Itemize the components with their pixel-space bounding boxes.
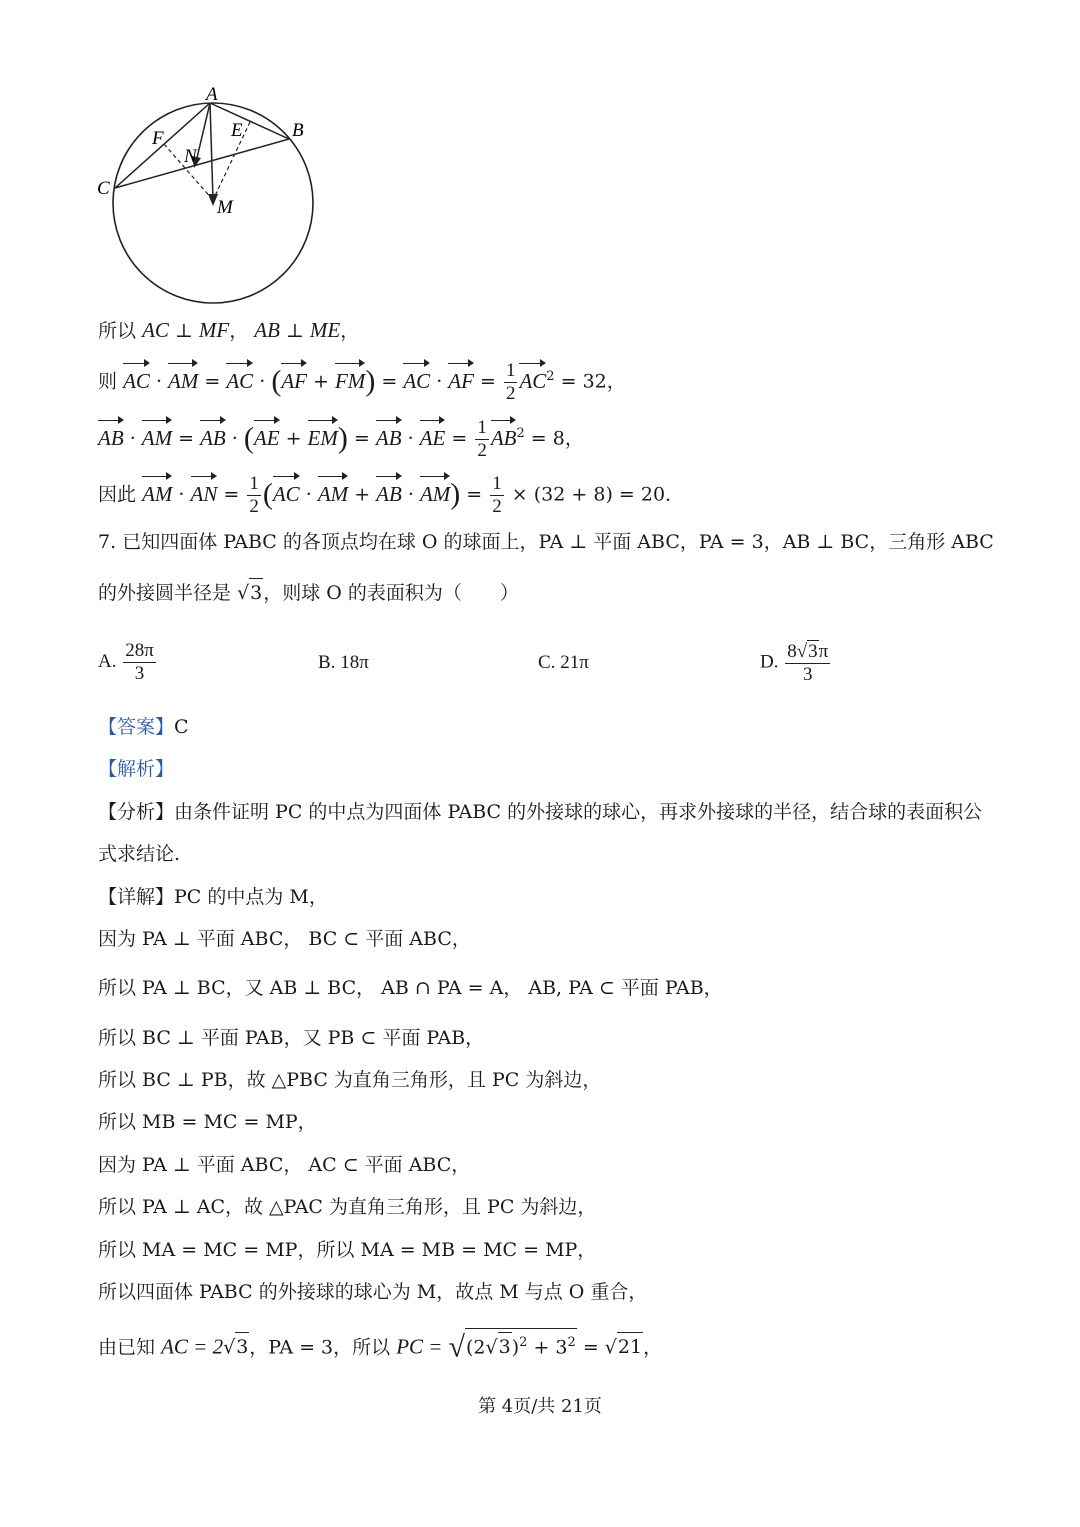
geometry-figure [92,82,332,312]
fraction-half: $\frac{1}{2}$ [492,473,502,517]
solution6-line4: 因此 AM · AN = $\frac{1}{2}$ (AC · AM + AB · AM) = $\frac{1}{2}$ × (32 + 8) = 20． [98,473,685,517]
fraction-half: $\frac{1}{2}$ [477,417,487,461]
segment-CB [115,139,289,188]
fenxi-line1: 【分析】由条件证明 PC 的中点为四面体 PABC 的外接球的球心，再求外接球的半径，结合球的表面积公 [98,801,983,823]
detail-line9: 所以四面体 PABC 的外接球的球心为 M，故点 M 与点 O 重合， [98,1281,648,1303]
vector-AM [210,103,213,200]
label-M: M [217,197,233,218]
fraction-half: $\frac{1}{2}$ [505,360,516,404]
fraction-half: $\frac{1}{2}$ [249,473,259,517]
detail-line2: 所以 PA ⊥ BC，又 AB ⊥ BC， AB ∩ PA = A， AB, PA ⊂ 平面 PAB， [98,977,723,999]
page-footer: 第 4页/共 21页 [478,1396,602,1417]
label-C: C [97,178,110,199]
label-A: A [206,84,218,105]
option-C[interactable]: C. 21π [538,652,589,673]
answer-tag: 【答案】 [98,716,175,738]
option-A[interactable]: A. $\frac{28\pi}{3}$ [98,640,154,684]
question7-stem-line2: 的外接圆半径是 √3，则球 O 的表面积为（ ） [98,578,519,607]
analysis-tag-line [98,755,174,783]
detail-line8: 所以 MA = MC = MP，所以 MA = MB = MC = MP， [98,1239,597,1261]
label-F: F [152,128,164,149]
segment-AB [210,103,289,139]
detail-line7: 所以 PA ⊥ AC，故 △PAC 为直角三角形，且 PC 为斜边， [98,1196,597,1218]
analysis-tag: 【解析】 [98,758,175,780]
detail-line5: 所以 MB = MC = MP， [98,1111,317,1133]
fenxi-line2: 式求结论. [98,843,181,865]
answer-line: 【答案】C [98,716,189,738]
detail-line1: 因为 PA ⊥ 平面 ABC， BC ⊂ 平面 ABC， [98,928,471,950]
option-A-fraction: $\frac{28\pi}{3}$ [125,640,154,684]
option-D[interactable]: D. $\frac{8√3\pi}{3}$ [760,641,829,685]
detail-line0: 【详解】PC 的中点为 M， [98,886,328,908]
question7-stem-line1: 7. 已知四面体 PABC 的各顶点均在球 O 的球面上，PA ⊥ 平面 ABC，PA = 3，AB ⊥ BC，三角形 ABC [98,531,994,553]
detail-line6: 因为 PA ⊥ 平面 ABC， AC ⊂ 平面 ABC， [98,1154,471,1176]
detail-line4: 所以 BC ⊥ PB，故 △PBC 为直角三角形，且 PC 为斜边， [98,1069,602,1091]
solution6-line3: AB · AM = AB · (AE + EM) = AB · AE = $\frac{1}{2}$ $AB^2 = 8$， [98,417,584,461]
label-E: E [231,120,243,141]
detail-last-line: 由已知 AC = 2√3，PA = 3，所以 PC = $√(2√3)^2 + 3^2 = √21$， [98,1328,662,1361]
solution6-line2: 则 AC · AM = AC · (AF + FM) = AC · AF = $\frac{1}{2}$ $AC^2 = 32$， [98,360,626,404]
option-D-fraction: $\frac{8√3\pi}{3}$ [787,641,829,685]
vector-AN [196,103,210,162]
label-N: N [184,146,197,167]
detail-line3: 所以 BC ⊥ 平面 PAB，又 PB ⊂ 平面 PAB， [98,1027,485,1049]
solution6-line1: 所以 AC ⊥ MF， AB ⊥ ME， [98,318,360,342]
label-B: B [292,120,304,141]
option-B[interactable]: B. 18π [318,652,369,673]
